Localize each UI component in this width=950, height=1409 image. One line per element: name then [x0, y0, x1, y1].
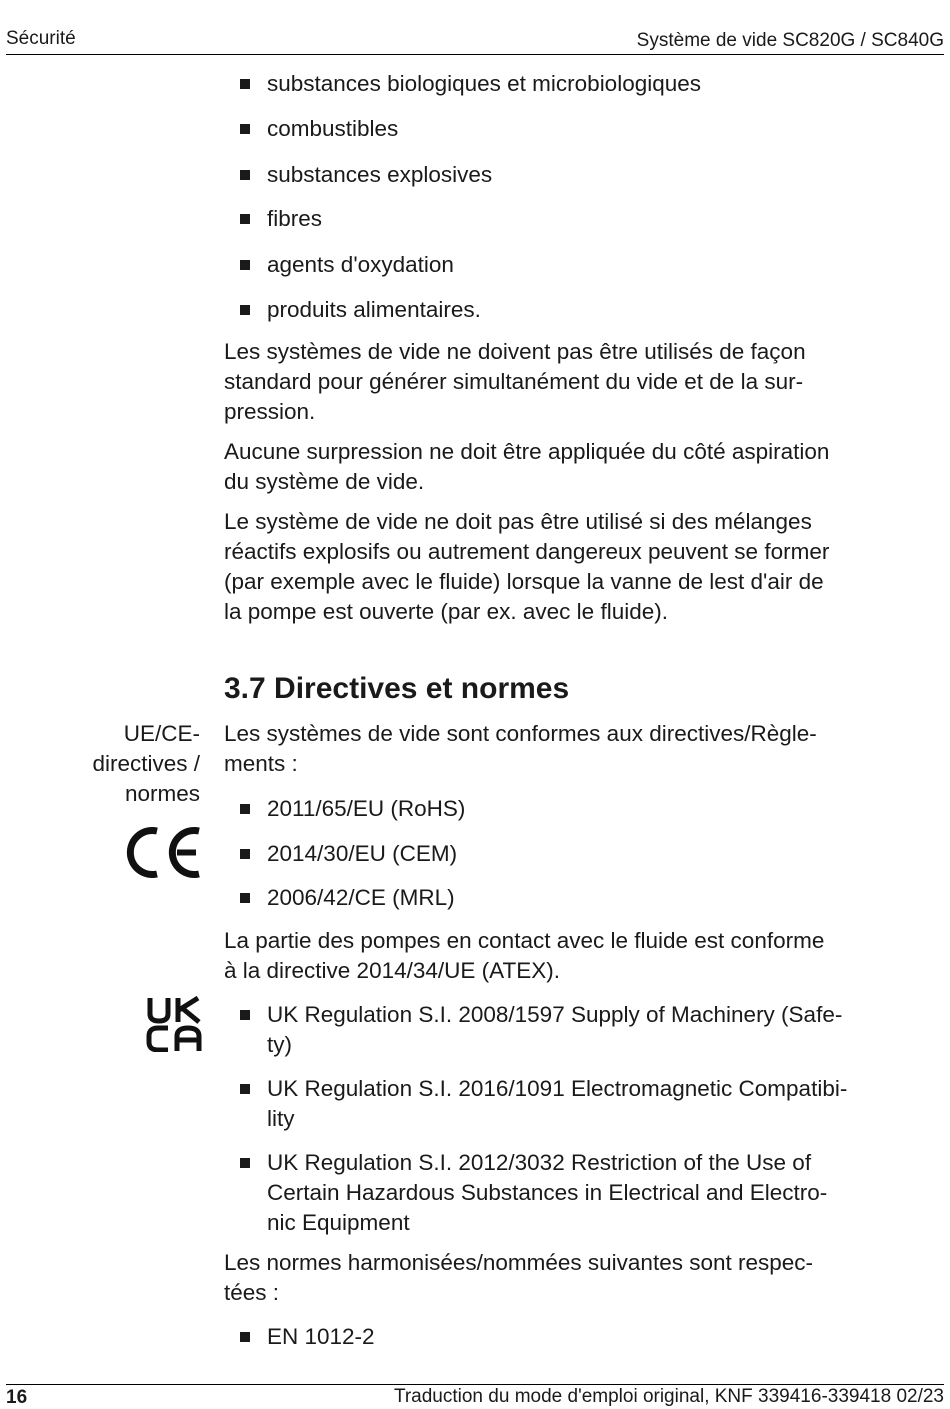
bullet-square-icon: [240, 124, 250, 134]
bullet-square-icon: [240, 849, 250, 859]
bullet-square-icon: [240, 79, 250, 89]
bullet-square-icon: [240, 170, 250, 180]
document-reference: Traduction du mode d'emploi original, KNF 339416-339418 02/23: [393, 1386, 944, 1407]
bullet-square-icon: [240, 305, 250, 315]
bullet-square-icon: [240, 1158, 250, 1168]
paragraph-explosive-mixtures: Le système de vide ne doit pas être utilisé si des mélanges réactifs explosifs ou autrement dangereux peuvent se former (par exemple avec le fluide) lorsque la vanne de lest d'air de la pompe est ouverte (par ex. avec le fluide).: [224, 509, 830, 624]
page-number: 16: [6, 1387, 28, 1408]
bullet-square-icon: [240, 1084, 250, 1094]
bullet-square-icon: [240, 260, 250, 270]
ce-mark-icon: [124, 825, 202, 880]
bullet-square-icon: [240, 1010, 250, 1020]
bullet-square-icon: [240, 804, 250, 814]
bullet-square-icon: [240, 893, 250, 903]
paragraph-atex: La partie des pompes en contact avec le fluide est conforme à la directive 2014/34/UE (ATEX).: [224, 928, 825, 983]
bullet-square-icon: [240, 1332, 250, 1342]
paragraph-suction-side: Aucune surpression ne doit être appliquée du côté aspiration du système de vide.: [224, 439, 830, 494]
paragraph-standards: Les normes harmonisées/nommées suivantes sont respec- tées :: [224, 1250, 814, 1305]
section-heading: 3.7 Directives et normes: [224, 672, 570, 705]
header-product: Système de vide SC820G / SC840G: [636, 30, 944, 51]
header-section: Sécurité: [6, 28, 76, 49]
paragraph-conformity: Les systèmes de vide sont conformes aux directives/Règle- ments :: [224, 721, 817, 776]
ukca-mark-icon: [146, 996, 202, 1052]
page-header: [6, 28, 944, 55]
margin-label: UE/CE- directives / normes: [92, 721, 200, 806]
paragraph-overpressure: Les systèmes de vide ne doivent pas être utilisés de façon standard pour générer simultanément du vide et de la sur- pression.: [224, 339, 806, 424]
bullet-square-icon: [240, 214, 250, 224]
page-footer: [6, 1384, 944, 1409]
